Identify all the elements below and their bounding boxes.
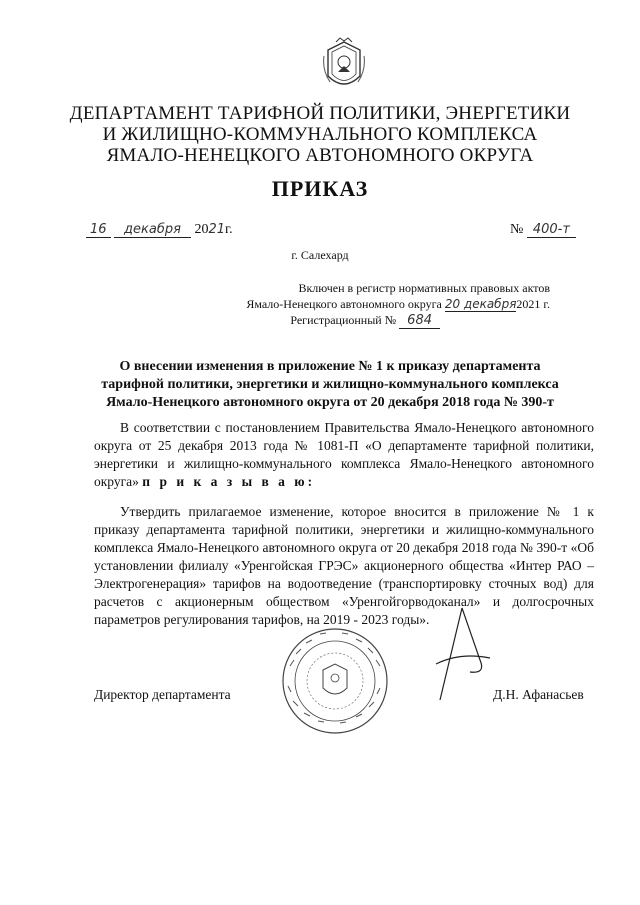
department-header-line3: ЯМАЛО-НЕНЕЦКОГО АВТОНОМНОГО ОКРУГА: [106, 145, 534, 166]
preamble-text: В соответствии с постановлением Правительства Ямало-Ненецкого автономного округа от 25 декабря 2013 года № 1081-П «О департаменте тарифной политики, энергетики и жилищно-коммунального комплекса Ямало-Ненецкого автономного округа»: [94, 420, 594, 489]
subject-line3: Ямало-Ненецкого автономного округа от 20 декабря 2018 года № 390-т: [106, 395, 554, 410]
registry-date: 20 декабря: [444, 297, 517, 311]
order-number: [510, 222, 576, 238]
date-month: декабря: [114, 222, 191, 238]
registry-line1: Включен в регистр нормативных правовых актов: [298, 281, 550, 295]
registry-line2: [150, 296, 550, 312]
date-year-suffix: г.: [225, 222, 233, 237]
department-header-line1: ДЕПАРТАМЕНТ ТАРИФНОЙ ПОЛИТИКИ, ЭНЕРГЕТИКИ: [69, 103, 571, 124]
department-header-line2: И ЖИЛИЩНО-КОММУНАЛЬНОГО КОМПЛЕКСА: [102, 124, 538, 145]
registry-line2-prefix: Ямало-Ненецкого автономного округа: [246, 297, 442, 311]
signatory-position: Директор департамента: [94, 687, 231, 702]
registry-number: 684: [399, 313, 440, 329]
subject-line2: тарифной политики, энергетики и жилищно-коммунального комплекса: [101, 377, 559, 392]
order-number-label: №: [510, 222, 524, 237]
subject-line1: О внесении изменения в приложение № 1 к приказу департамента: [119, 359, 541, 374]
date-year: 21: [208, 222, 225, 237]
document-title: ПРИКАЗ: [271, 176, 369, 201]
official-seal-icon: [280, 626, 390, 736]
date-year-prefix: 20: [194, 222, 209, 237]
order-date: [86, 222, 233, 238]
preamble-paragraph: [94, 419, 594, 491]
order-number-value: 400-т: [527, 222, 576, 238]
coat-of-arms-icon: [322, 36, 366, 96]
operative-text: Утвердить прилагаемое изменение, которое вносится в приложение № 1 к приказу департамента тарифной политики, энергетики и жилищно-коммунального комплекса Ямало-Ненецкого автономного округа от 20 декабря 2018 года № 390-т «Об установлении филиалу «Уренгойская ГРЭС» акционерного общества «Интер РАО – Электрогенерация» тарифов на водоотведение (транспортировку сточных вод) для расчетов с акционерным обществом «Уренгойгорводоканал» и долгосрочных параметров регулирования тарифов, на 2019 - 2023 годы».: [94, 504, 594, 627]
date-day: 16: [86, 222, 111, 238]
city: г. Салехард: [291, 248, 349, 262]
registry-line3: [140, 312, 440, 329]
signatory-name: Д.Н. Афанасьев: [493, 687, 584, 702]
order-word: п р и к а з ы в а ю:: [142, 474, 316, 489]
registry-line2-suffix: 2021 г.: [516, 297, 550, 311]
registry-number-label: Регистрационный №: [290, 313, 397, 327]
